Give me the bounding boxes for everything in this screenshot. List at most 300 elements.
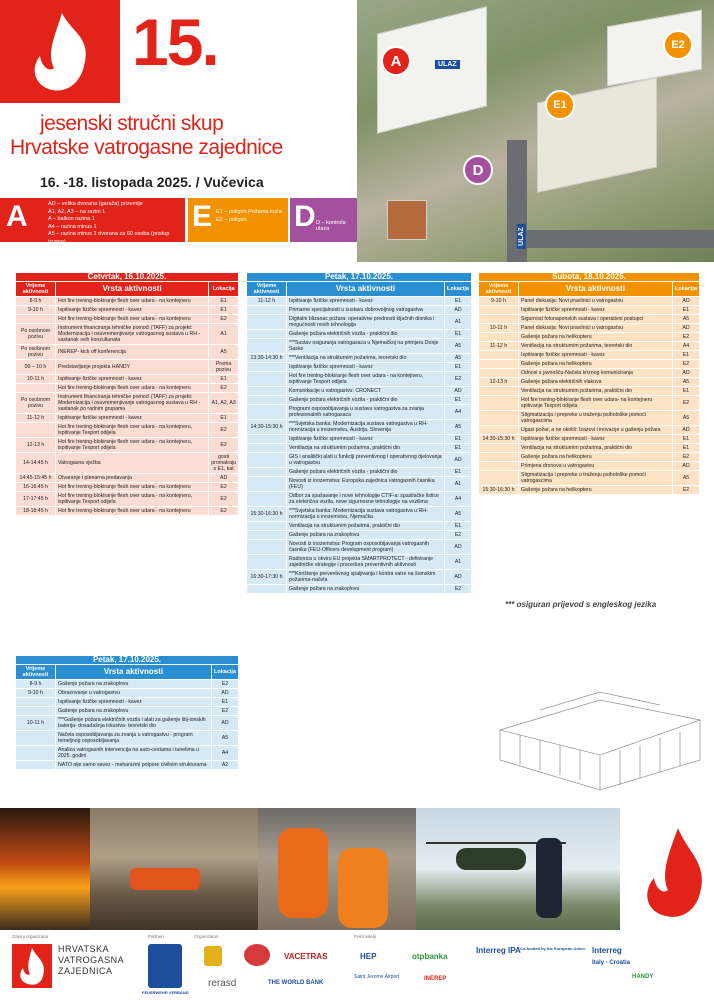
schedule-row <box>479 315 700 324</box>
flame-icon <box>12 944 52 988</box>
time-cell <box>16 315 56 324</box>
activity-cell: Ispitivanje fizičke spremnosti - kavez <box>56 375 209 384</box>
legend-a-line: A1, A2, A3 – na razini 1 <box>48 208 106 215</box>
location-cell: E1 <box>672 435 699 444</box>
time-cell <box>479 471 519 486</box>
activity-cell: Gašenje požara električnih vozila - praktični dio <box>287 330 445 339</box>
time-cell: 8-9 h <box>16 297 56 306</box>
schedule-row <box>247 306 472 315</box>
location-cell: A4 <box>672 342 699 351</box>
time-cell <box>247 492 287 507</box>
schedule-row <box>16 698 239 707</box>
time-cell <box>479 444 519 453</box>
location-cell: A5 <box>444 507 471 522</box>
time-cell: 10-11 h <box>16 375 56 384</box>
activity-cell: ***Gašenje požara električnih vozila i alati za gašenje litij-ionskih baterija- dosadašnja iskustva- teoretski dio <box>56 716 212 731</box>
location-cell: A5 <box>672 411 699 426</box>
activity-cell: Ventilacija na strukturnim požarima, praktični dio <box>287 444 445 453</box>
schedule-row <box>479 378 700 387</box>
activity-cell: Gašenje požara na zrakoplovu <box>56 707 212 716</box>
schedule-row <box>247 354 472 363</box>
sponsors-label: Pokrovitelji <box>354 934 376 939</box>
activity-cell: Ventilacija na strukturnim požarima, teoretski dio <box>519 342 673 351</box>
schedule-row <box>479 360 700 369</box>
activity-cell: Instrument financiranja tehničke pomoći (TAFF) za projekt: Modernizacija i osuvremenjivanje vatrogasnog sustava u RH - sastanak svih konzultanata <box>56 324 209 345</box>
location-cell: A5 <box>444 339 471 354</box>
location-cell: E1 <box>209 375 239 384</box>
activity-cell: Odnosi s javnošću-Načela kriznog komuniciranja <box>519 369 673 378</box>
time-cell <box>247 522 287 531</box>
col-header-time: Vrijeme aktivnosti <box>247 282 287 297</box>
time-cell <box>16 384 56 393</box>
activity-cell: Gašenje požara na helikopteru <box>519 360 673 369</box>
time-cell: Po osobnom pozivu <box>16 324 56 345</box>
schedule-row <box>247 585 472 594</box>
schedule-row <box>16 315 239 324</box>
schedule-row <box>479 444 700 453</box>
activity-cell: Gašenje požara na helikopteru <box>519 333 673 342</box>
flame-icon <box>620 808 714 930</box>
pin-d: D <box>463 155 493 185</box>
activity-cell: Radionica u okviru EU projekta SMARTPROTECT - definiranje zajedničke strategije i procedura preventivnih aktivnosti <box>287 555 445 570</box>
schedule-row <box>16 324 239 345</box>
schedule-row <box>479 426 700 435</box>
building-sketch <box>480 660 714 800</box>
col-header-activity: Vrsta aktivnosti <box>56 665 212 680</box>
activity-cell: ***Svjetska banka: Modernizacija sustava vatrogastva u RH- normizacija u inozemstvu, Austrija, Slovenija <box>287 420 445 435</box>
activity-cell: Primarne specijalnosti u sustavu dobrovoljnog vatrogastva <box>287 306 445 315</box>
schedule-row <box>479 333 700 342</box>
schedule-row <box>16 746 239 761</box>
activity-cell: Hot fire trening-blokiranje flesh over udara - na kontejneru, ispitivanje Texport odijela <box>56 423 209 438</box>
activity-cell: Hot fire trening-blokiranje flesh over udara - na kontejneru, ispitivanje Texport odijela <box>287 372 445 387</box>
partner-name: FEUERWEHR VERBAND <box>142 990 189 995</box>
activity-cell: Hot fire trening-blokiranje flesh over udara - na kontejneru <box>56 507 209 516</box>
activity-cell: Gašenje požara električnih vlakova <box>519 378 673 387</box>
pin-e2: E2 <box>663 30 693 60</box>
time-cell: Po osobnom pozivu <box>16 345 56 360</box>
time-cell: 9-10 h <box>479 297 519 306</box>
location-cell: A5 <box>672 471 699 486</box>
schedule-row <box>479 486 700 495</box>
schedule-row <box>479 435 700 444</box>
schedule-row <box>16 423 239 438</box>
location-cell: AD <box>444 570 471 585</box>
airport-logo: Saint Jerome Airport <box>354 974 400 980</box>
time-cell <box>16 746 56 761</box>
location-cell: E2 <box>672 360 699 369</box>
activity-cell: Hot fire trening-blokiranje flesh over udara - na kontejneru <box>56 384 209 393</box>
schedule-row <box>16 453 239 474</box>
location-cell: A1 <box>444 315 471 330</box>
activity-cell: ***Korištenje preventivnog spaljivanja i kontra vatre na šumskim požarima-načela <box>287 570 445 585</box>
location-cell: E2 <box>672 453 699 462</box>
schedule-row <box>16 761 239 770</box>
interreg-ipa-logo: Interreg IPA <box>476 946 521 955</box>
time-cell <box>479 351 519 360</box>
schedule-row <box>247 477 472 492</box>
logo-block <box>0 0 120 103</box>
location-cell: E2 <box>209 315 239 324</box>
time-cell <box>16 423 56 438</box>
schedule-row <box>16 680 239 689</box>
hvz-name <box>58 944 124 977</box>
schedule-row <box>247 405 472 420</box>
schedule-row <box>479 396 700 411</box>
time-cell: 15:30-16:30 h <box>479 486 519 495</box>
time-cell: 15:30-16:30 h <box>247 507 287 522</box>
time-cell: 11-12 h <box>247 297 287 306</box>
activity-cell: Ispitivanje fizičke spremnosti - kavez <box>287 435 445 444</box>
organizer-logo <box>204 946 222 966</box>
time-cell: 12-13 h <box>479 378 519 387</box>
time-cell <box>247 396 287 405</box>
time-cell <box>479 411 519 426</box>
time-cell: 13:30-14:30 h <box>247 354 287 363</box>
time-cell: 14-14:45 h <box>16 453 56 474</box>
legend-a-letter: A <box>6 200 28 233</box>
time-cell: 11-12 h <box>16 414 56 423</box>
organizer-label: Glavni organizator <box>12 934 49 939</box>
activity-cell: Instrument financiranja tehničke pomoći (TAFF) za projekt: Modernizacija i osuvremenjivanje vatrogasnog sustava u RH - sastanak po radnim grupama <box>56 393 209 414</box>
time-cell <box>479 387 519 396</box>
inerep-logo: INEREP <box>424 976 447 982</box>
activity-cell: Novosti iz inozemstva: Program osposobljavanja vatrogasnih časnika (FEU-Officers development program) <box>287 540 445 555</box>
title-line-1: jesenski stručni skup <box>40 112 224 135</box>
vacetras-logo: VACETRAS <box>284 952 328 961</box>
schedule-row <box>247 435 472 444</box>
schedule-row <box>247 522 472 531</box>
schedule-row <box>16 438 239 453</box>
location-cell: E1 <box>672 351 699 360</box>
location-cell: E1 <box>444 468 471 477</box>
legend-a-line: A5 – razina minus 1 dvorana za 60 osoba (pristup izvana) <box>48 231 170 245</box>
location-cell: gosti promatraju s E1, kat <box>209 453 239 474</box>
location-cell: E1 <box>209 414 239 423</box>
schedule-row <box>16 297 239 306</box>
location-cell: AD <box>444 387 471 396</box>
time-cell: 14:30-15:30 h <box>479 435 519 444</box>
legend-d-letter: D <box>294 200 316 233</box>
schedule-row <box>247 555 472 570</box>
location-cell: AD <box>444 306 471 315</box>
schedule-row <box>247 330 472 339</box>
flame-icon <box>22 8 102 98</box>
time-cell <box>247 405 287 420</box>
activity-cell: Panel diskusija: Novi pravilnici u vatrogastvu <box>519 324 673 333</box>
location-cell: A5 <box>211 731 238 746</box>
schedule-row <box>16 731 239 746</box>
time-cell <box>16 707 56 716</box>
eu-logo: Co-funded by the European Union <box>520 946 585 951</box>
event-dates: 16. -18. listopada 2025. / Vučevica <box>40 174 264 190</box>
partner-logo <box>148 944 182 988</box>
activity-cell: Ventilacija na strukturnim požarima, praktični dio <box>519 387 673 396</box>
time-cell <box>479 360 519 369</box>
schedule-row <box>16 507 239 516</box>
schedule-row <box>247 444 472 453</box>
activity-cell: Odbor za spašavanje i nove tehnologije CTIF-a: spasilačke listice za električna vozila, nove sigurnosne tehnologije na vozilima <box>287 492 445 507</box>
schedule-row <box>247 315 472 330</box>
time-cell <box>247 555 287 570</box>
aerial-map-photo <box>357 0 714 262</box>
friday-morning-schedule <box>15 655 239 770</box>
schedule-row <box>247 453 472 468</box>
location-cell: A2 <box>211 761 238 770</box>
activity-cell: Stigmatizacija i prepreke u traženju psihološke pomoći vatrogascima <box>519 411 673 426</box>
activity-cell: Komunikacije u vatrogastvu: CRONECT <box>287 387 445 396</box>
activity-cell: Gašenje požara na zrakoplovu <box>56 680 212 689</box>
schedule-row <box>16 360 239 375</box>
legend-a-line: AD – velika dvorana (garaža) prizemlje <box>48 201 143 207</box>
time-cell: 12-13 h <box>16 438 56 453</box>
time-cell: 09 – 10 h <box>16 360 56 375</box>
time-cell <box>16 731 56 746</box>
location-cell: E2 <box>211 707 238 716</box>
schedule-row <box>16 384 239 393</box>
activity-cell: GIS i analitički alati u funkciji preventivnog i operativnog djelovanja u vatrogastvu <box>287 453 445 468</box>
time-cell <box>247 387 287 396</box>
time-cell <box>247 372 287 387</box>
time-cell: 14:30-15:30 h <box>247 420 287 435</box>
activity-cell: Hot fire trening-blokiranje flesh over udara- na kontejneru spitivanje Texport odijela <box>519 396 673 411</box>
day-title: Četvrtak, 16.10.2025. <box>16 273 239 282</box>
location-cell: A5 <box>209 345 239 360</box>
location-cell: A5 <box>444 354 471 363</box>
activity-cell: Hot fire trening-blokiranje flesh over udara - na kontejneru <box>56 483 209 492</box>
time-cell: 9-10 h <box>16 306 56 315</box>
location-cell: E2 <box>209 423 239 438</box>
location-cell: E1 <box>444 522 471 531</box>
location-cell: E2 <box>672 396 699 411</box>
schedule-row <box>479 453 700 462</box>
activity-cell: Panel diskusija: Novi pravilnici u vatrogastvu <box>519 297 673 306</box>
col-header-time: Vrijeme aktivnosti <box>479 282 519 297</box>
activity-cell: Gašenje požara na helikopteru <box>519 486 673 495</box>
time-cell <box>16 698 56 707</box>
location-cell: E1 <box>444 297 471 306</box>
rerasd-logo: rerasd <box>208 978 237 989</box>
location-cell: Prema pozivu <box>209 360 239 375</box>
photo-hazmat <box>258 808 416 930</box>
location-cell: A4 <box>444 405 471 420</box>
activity-cell: Sigurnost fotonaponskih sustava i operativni postupci <box>519 315 673 324</box>
activity-cell: Hot fire trening-blokiranje flesh over udara - na kontejneru, ispitivanje Texport odijela <box>56 492 209 507</box>
translation-note: *** osiguran prijevod s engleskog jezika <box>505 600 657 609</box>
time-cell: Po osobnom pozivu <box>16 393 56 414</box>
hep-logo: HEP <box>360 952 377 961</box>
time-cell: 17-17:45 h <box>16 492 56 507</box>
location-cell: AD <box>444 453 471 468</box>
activity-cell: Ugasi požar, a ne okoliš: Izazovi i inovacije u gašenju požara <box>519 426 673 435</box>
entrance-label: ULAZ <box>435 60 460 69</box>
time-cell <box>247 453 287 468</box>
photo-rescue <box>90 808 258 930</box>
schedule-row <box>247 540 472 555</box>
schedule-row <box>16 707 239 716</box>
time-cell <box>479 369 519 378</box>
location-cell: AD <box>672 324 699 333</box>
col-header-location: Lokacija <box>209 282 239 297</box>
time-cell <box>479 426 519 435</box>
time-cell <box>247 477 287 492</box>
location-cell: A4 <box>444 492 471 507</box>
legend-d-line: D – kontrola ulaza <box>316 220 346 232</box>
schedule-row <box>16 716 239 731</box>
pin-e1: E1 <box>545 90 575 120</box>
schedule-row <box>247 492 472 507</box>
location-cell: E1 <box>444 363 471 372</box>
activity-cell: Ventilacija na strukturnim požarima, praktični dio <box>287 522 445 531</box>
photo-fire <box>0 808 90 930</box>
time-cell <box>479 333 519 342</box>
time-cell <box>479 453 519 462</box>
schedule-row <box>16 306 239 315</box>
hvz-name-line: HRVATSKA <box>58 944 110 954</box>
time-cell <box>247 330 287 339</box>
activity-cell: Gašenje požara na zrakoplovu <box>287 585 445 594</box>
schedule-row <box>247 387 472 396</box>
time-cell <box>247 531 287 540</box>
location-cell: E2 <box>209 438 239 453</box>
time-cell <box>247 315 287 330</box>
schedule-row <box>247 420 472 435</box>
legend-e <box>188 198 288 242</box>
schedule-row <box>247 507 472 522</box>
activity-cell: Ispitivanje fizičke spremnosti - kavez <box>287 363 445 372</box>
schedule-row <box>479 462 700 471</box>
activity-cell: Predstavljanje projekta HANDY <box>56 360 209 375</box>
activity-cell: ***Svjetska banka: Modernizacija sustava vatrogastva u RH- normizacija u inozemstvu, Njemačka <box>287 507 445 522</box>
legend-a-line: A – balkon razina 1 <box>48 216 95 222</box>
location-cell: AD <box>211 716 238 731</box>
time-cell <box>479 306 519 315</box>
activity-cell: Gašenje požara na zrakoplovu <box>287 531 445 540</box>
time-cell: 18-18:45 h <box>16 507 56 516</box>
activity-cell: Analiza vatrogasnih intervencija na auto-cestama i tunelima u 2025. godini <box>56 746 212 761</box>
col-header-activity: Vrsta aktivnosti <box>56 282 209 297</box>
location-cell: E1 <box>444 435 471 444</box>
legend-a <box>0 198 185 245</box>
time-cell <box>479 396 519 411</box>
schedule-row <box>16 474 239 483</box>
col-header-location: Lokacija <box>672 282 699 297</box>
schedule-row <box>479 411 700 426</box>
friday-schedule <box>246 272 472 594</box>
time-cell <box>247 435 287 444</box>
time-cell: 10-11 h <box>479 324 519 333</box>
schedule-row <box>479 351 700 360</box>
location-cell: E2 <box>444 585 471 594</box>
partner-label: Partneri <box>148 934 164 939</box>
location-cell: AD <box>211 689 238 698</box>
activity-cell: Obrazovanje u vatrogastvu <box>56 689 212 698</box>
location-cell: E1 <box>211 698 238 707</box>
photo-strip <box>0 808 714 930</box>
header <box>0 0 357 262</box>
schedule-row <box>247 363 472 372</box>
location-legend <box>0 198 357 245</box>
col-header-time: Vrijeme aktivnosti <box>16 282 56 297</box>
time-cell <box>247 339 287 354</box>
location-cell: E2 <box>209 483 239 492</box>
location-cell: E2 <box>209 492 239 507</box>
location-cell: E1 <box>444 444 471 453</box>
title-line-2: Hrvatske vatrogasne zajednice <box>10 136 283 159</box>
location-cell: A1 <box>444 555 471 570</box>
col-header-activity: Vrsta aktivnosti <box>519 282 673 297</box>
time-cell: 10-11 h <box>16 716 56 731</box>
location-cell: E1 <box>672 387 699 396</box>
location-cell: AD <box>672 369 699 378</box>
location-cell: AD <box>672 426 699 435</box>
time-cell: 8-9 h <box>16 680 56 689</box>
activity-cell: Ispitivanje fizičke spremnosti - kavez <box>519 351 673 360</box>
schedule-row <box>247 468 472 477</box>
schedule-row <box>479 324 700 333</box>
location-cell: A4 <box>211 746 238 761</box>
legend-e-line: E2 – poligon <box>216 217 247 223</box>
time-cell <box>247 306 287 315</box>
activity-cell: Stigmatizacija i prepreke u traženju psihološke pomoći vatrogascima <box>519 471 673 486</box>
location-cell: E2 <box>209 507 239 516</box>
legend-d <box>290 198 357 242</box>
activity-cell: Ispitivanje fizičke spremnosti - kavez <box>519 306 673 315</box>
activity-cell: Novosti iz inozemstva: Europska zajednica vatrogasnih časnika (FEU) <box>287 477 445 492</box>
location-cell: E2 <box>211 680 238 689</box>
location-cell: E2 <box>444 531 471 540</box>
activity-cell: ***Sustav osiguranja vatrogasaca u Njemačkoj na primjeru Donje Saske <box>287 339 445 354</box>
thursday-schedule <box>15 272 239 516</box>
schedule-row <box>16 689 239 698</box>
organizers-label: Organizatori <box>194 934 219 939</box>
time-cell <box>16 761 56 770</box>
italy-croatia-logo: Italy - Croatia <box>592 960 631 966</box>
schedule-row <box>16 345 239 360</box>
schedule-row <box>16 414 239 423</box>
footer-sponsors <box>0 930 714 1000</box>
location-cell: E2 <box>209 384 239 393</box>
schedule-row <box>479 471 700 486</box>
activity-cell: NATO nije samo savez - mehanizmi potpore civilnim strukturama <box>56 761 212 770</box>
location-cell: A1 <box>209 324 239 345</box>
col-header-location: Lokacija <box>211 665 238 680</box>
schedule-row <box>247 531 472 540</box>
hvz-name-line: VATROGASNA <box>58 955 125 965</box>
handy-logo: HANDY <box>632 974 654 980</box>
time-cell <box>247 363 287 372</box>
schedule-row <box>479 369 700 378</box>
time-cell <box>479 315 519 324</box>
location-cell: AD <box>209 474 239 483</box>
activity-cell: Načela osposobljavanja za zvanja u vatrogastvu - program temeljnog osposobljavanja <box>56 731 212 746</box>
location-cell: E1 <box>209 306 239 315</box>
location-cell: E1 <box>672 444 699 453</box>
hvz-logo <box>12 944 52 988</box>
location-cell: E1 <box>209 297 239 306</box>
activity-cell: Ispitivanje fizičke spremnosti - kavez <box>56 698 212 707</box>
activity-cell: Hot fire trening-blokiranje flesh over udara - na kontejneru, ispitivanje Texport odijela <box>56 438 209 453</box>
location-cell: E1 <box>672 306 699 315</box>
schedule-row <box>247 372 472 387</box>
pin-a: A <box>381 46 411 76</box>
otpbanka-logo: otpbanka <box>412 952 448 961</box>
location-cell: A1 <box>444 477 471 492</box>
location-cell: E2 <box>672 333 699 342</box>
location-cell: A5 <box>444 420 471 435</box>
schedule-row <box>16 483 239 492</box>
day-title: Petak, 17.10.2025. <box>16 656 239 665</box>
